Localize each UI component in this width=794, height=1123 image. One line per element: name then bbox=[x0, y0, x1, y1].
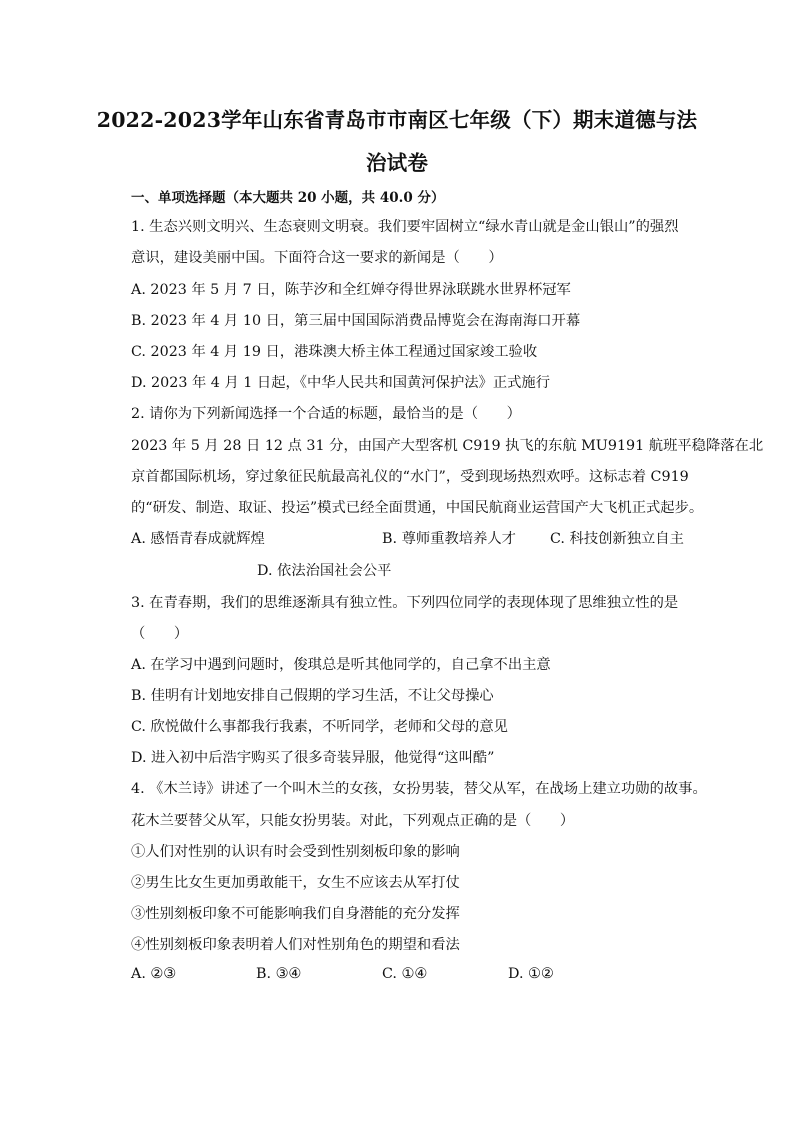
q1-option-d: D. 2023 年 4 月 1 日起，《中华人民共和国黄河保护法》正式施行 bbox=[131, 375, 551, 391]
q2-option-a: A. 感悟青春成就辉煌 bbox=[131, 531, 265, 547]
q4-statement-1: ①人们对性别的认识有时会受到性别刻板印象的影响 bbox=[131, 844, 460, 860]
q1-stem-line1: 1. 生态兴则文明兴、生态衰则文明衰。我们要牢固树立“绿水青山就是金山银山”的强烈 bbox=[131, 219, 679, 235]
q3-stem-line1: 3. 在青春期，我们的思维逐渐具有独立性。下列四位同学的表现体现了思维独立性的是 bbox=[131, 595, 679, 611]
q1-option-c: C. 2023 年 4 月 19 日，港珠澳大桥主体工程通过国家竣工验收 bbox=[131, 344, 538, 360]
q2-stem-line3: 京首都国际机场，穿过象征民航最高礼仪的“水门”，受到现场热烈欢呼。这标志着 C919 bbox=[131, 469, 689, 485]
q2-stem-line2: 2023 年 5 月 28 日 12 点 31 分，由国产大型客机 C919 执飞的东航 MU9191 航班平稳降落在北 bbox=[131, 438, 764, 454]
q3-option-c: C. 欣悦做什么事都我行我素，不听同学，老师和父母的意见 bbox=[131, 719, 508, 735]
q2-option-b: B. 尊师重教培养人才 bbox=[382, 531, 516, 547]
q3-option-a: A. 在学习中遇到问题时，俊琪总是听其他同学的，自己拿不出主意 bbox=[131, 657, 551, 673]
q3-stem-line2: （ ） bbox=[131, 626, 189, 642]
q4-stem-line2: 花木兰要替父从军，只能女扮男装。对此，下列观点正确的是（ ） bbox=[131, 813, 575, 829]
q4-statement-3: ③性别刻板印象不可能影响我们自身潜能的充分发挥 bbox=[131, 906, 460, 922]
q4-option-d: D. ①② bbox=[508, 966, 554, 982]
q4-stem-line1: 4. 《木兰诗》讲述了一个叫木兰的女孩，女扮男装，替父从军，在战场上建立功勋的故事。 bbox=[131, 781, 707, 797]
section-heading: 一、单项选择题（本大题共 20 小题，共 40.0 分） bbox=[131, 190, 445, 206]
q2-stem-line4: 的“研发、制造、取证、投运”模式已经全面贯通，中国民航商业运营国产大飞机正式起步。 bbox=[131, 500, 704, 516]
q1-option-a: A. 2023 年 5 月 7 日，陈芋汐和全红婵夺得世界泳联跳水世界杯冠军 bbox=[131, 282, 571, 298]
q1-stem-line2: 意识，建设美丽中国。下面符合这一要求的新闻是（ ） bbox=[131, 250, 503, 266]
q4-option-a: A. ②③ bbox=[131, 966, 177, 982]
q2-stem-line1: 2. 请你为下列新闻选择一个合适的标题，最恰当的是（ ） bbox=[131, 406, 521, 422]
q3-option-d: D. 进入初中后浩宇购买了很多奇装异服，他觉得“这叫酷” bbox=[131, 750, 495, 766]
q1-option-b: B. 2023 年 4 月 10 日，第三届中国国际消费品博览会在海南海口开幕 bbox=[131, 313, 581, 329]
q3-option-b: B. 佳明有计划地安排自己假期的学习生活，不让父母操心 bbox=[131, 688, 494, 704]
q4-statement-4: ④性别刻板印象表明着人们对性别角色的期望和看法 bbox=[131, 937, 460, 953]
q4-statement-2: ②男生比女生更加勇敢能干，女生不应该去从军打仗 bbox=[131, 875, 460, 891]
exam-title-line2: 治试卷 bbox=[365, 151, 429, 175]
q4-option-c: C. ①④ bbox=[382, 966, 428, 982]
q2-option-c: C. 科技创新独立自主 bbox=[550, 531, 684, 547]
q2-option-d: D. 依法治国社会公平 bbox=[257, 563, 392, 579]
q4-option-b: B. ③④ bbox=[256, 966, 302, 982]
exam-title-line1: 2022-2023学年山东省青岛市市南区七年级（下）期末道德与法 bbox=[96, 108, 698, 132]
